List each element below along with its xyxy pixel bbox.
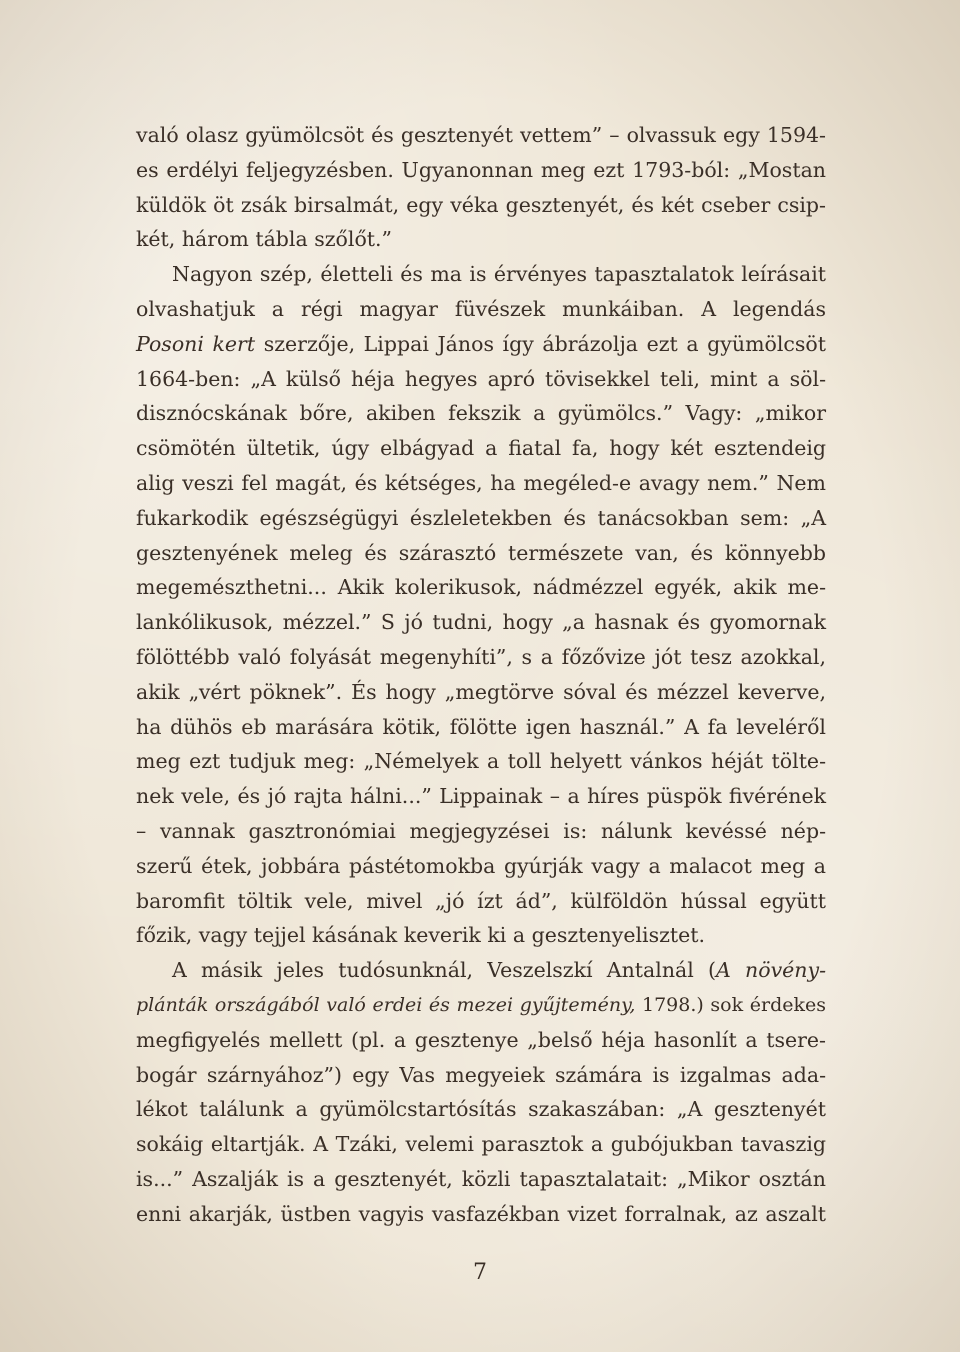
text-line: disznócskának bőre, akiben fekszik a gyümölcs.” Vagy: „mikor xyxy=(136,401,826,426)
text-line: baromfit töltik vele, mivel „jó ízt ád”, külföldön hússal együtt xyxy=(136,888,826,913)
book-title-italic: plánták országából való erdei és mezei gyűjtemény, xyxy=(136,993,636,1016)
text-line: fukarkodik egészségügyi észleletekben és tanácsokban sem: „A xyxy=(136,505,826,530)
text-line: sokáig eltartják. A Tzáki, velemi parasztok a gubójukban tavaszig xyxy=(136,1132,826,1157)
text-line: szerű étek, jobbára pástétomokba gyúrják vagy a malacot meg a xyxy=(136,853,826,878)
text-line: enni akarják, üstben vagyis vasfazékban vizet forralnak, az aszalt xyxy=(136,1201,826,1226)
text-line: nek vele, és jó rajta hálni...” Lippainak – a híres püspök fivérének xyxy=(136,784,826,809)
text-line: Nagyon szép, életteli és ma is érvényes tapasztalatok leírásait xyxy=(172,262,826,287)
text-line: bogár szárnyához”) egy Vas megyeiek számára is izgalmas ada- xyxy=(136,1062,826,1087)
text-fragment: 1798.) sok érdekes xyxy=(635,993,826,1016)
text-line-with-title xyxy=(136,327,826,362)
text-line: akik „vért pöknek”. És hogy „megtörve sóval és mézzel keverve, xyxy=(136,679,826,704)
text-line: alig veszi fel magát, és kétséges, ha megéled-e avagy nem.” Nem xyxy=(136,470,826,495)
text-line: megfigyelés mellett (pl. a gesztenye „belső héja hasonlít a tsere- xyxy=(136,1027,826,1052)
text-line: ha dühös eb marására kötik, fölötte igen használ.” A fa leveléről xyxy=(136,714,826,739)
text-line-with-title xyxy=(136,988,826,1023)
page-number: 7 xyxy=(473,1260,487,1285)
text-line: olvashatjuk a régi magyar füvészek munkáiban. A legendás xyxy=(136,296,826,321)
text-line: es erdélyi feljegyzésben. Ugyanonnan meg ezt 1793-ból: „Mostan xyxy=(136,157,826,182)
book-title-italic: A növény- xyxy=(716,958,826,983)
text-fragment: A másik jeles tudósunknál, Veszelszkí Antalnál ( xyxy=(172,958,717,983)
text-line: csömötén ültetik, úgy elbágyad a fiatal fa, hogy két esztendeig xyxy=(136,436,826,461)
book-title-italic: Posoni kert xyxy=(136,331,256,356)
text-line: megemészthetni... Akik kolerikusok, nádmézzel egyék, akik me- xyxy=(136,575,826,600)
text-line: – vannak gasztronómiai megjegyzései is: nálunk kevéssé nép- xyxy=(136,818,826,843)
text-line: való olasz gyümölcsöt és gesztenyét vettem” – olvassuk egy 1594- xyxy=(136,123,826,147)
text-line-with-title xyxy=(136,953,826,988)
body-text xyxy=(136,118,826,1232)
text-line: is...” Aszalják is a gesztenyét, közli tapasztalatait: „Mikor osztán xyxy=(136,1166,826,1191)
text-line: két, három tábla szőlőt.” xyxy=(136,227,393,252)
text-line: gesztenyének meleg és szárasztó természete van, és könnyebb xyxy=(136,540,826,565)
text-line: meg ezt tudjuk meg: „Némelyek a toll helyett vánkos héját tölte- xyxy=(136,749,826,774)
text-line: lékot találunk a gyümölcstartósítás szakaszában: „A gesztenyét xyxy=(136,1097,826,1122)
text-fragment: szerzője, Lippai János így ábrázolja ezt a gyümölcsöt xyxy=(263,331,826,356)
text-line: 1664-ben: „A külső héja hegyes apró tövisekkel teli, mint a söl- xyxy=(136,366,826,391)
text-line: lankólikusok, mézzel.” S jó tudni, hogy „a hasnak és gyomornak xyxy=(136,610,826,635)
text-line: főzik, vagy tejjel kásának keverik ki a gesztenyelisztet. xyxy=(136,923,706,948)
text-line: küldök öt zsák birsalmát, egy véka gesztenyét, és két cseber csip- xyxy=(136,192,826,217)
text-line: fölöttébb való folyását megenyhíti”, s a főzővize jót tesz azokkal, xyxy=(136,644,826,669)
